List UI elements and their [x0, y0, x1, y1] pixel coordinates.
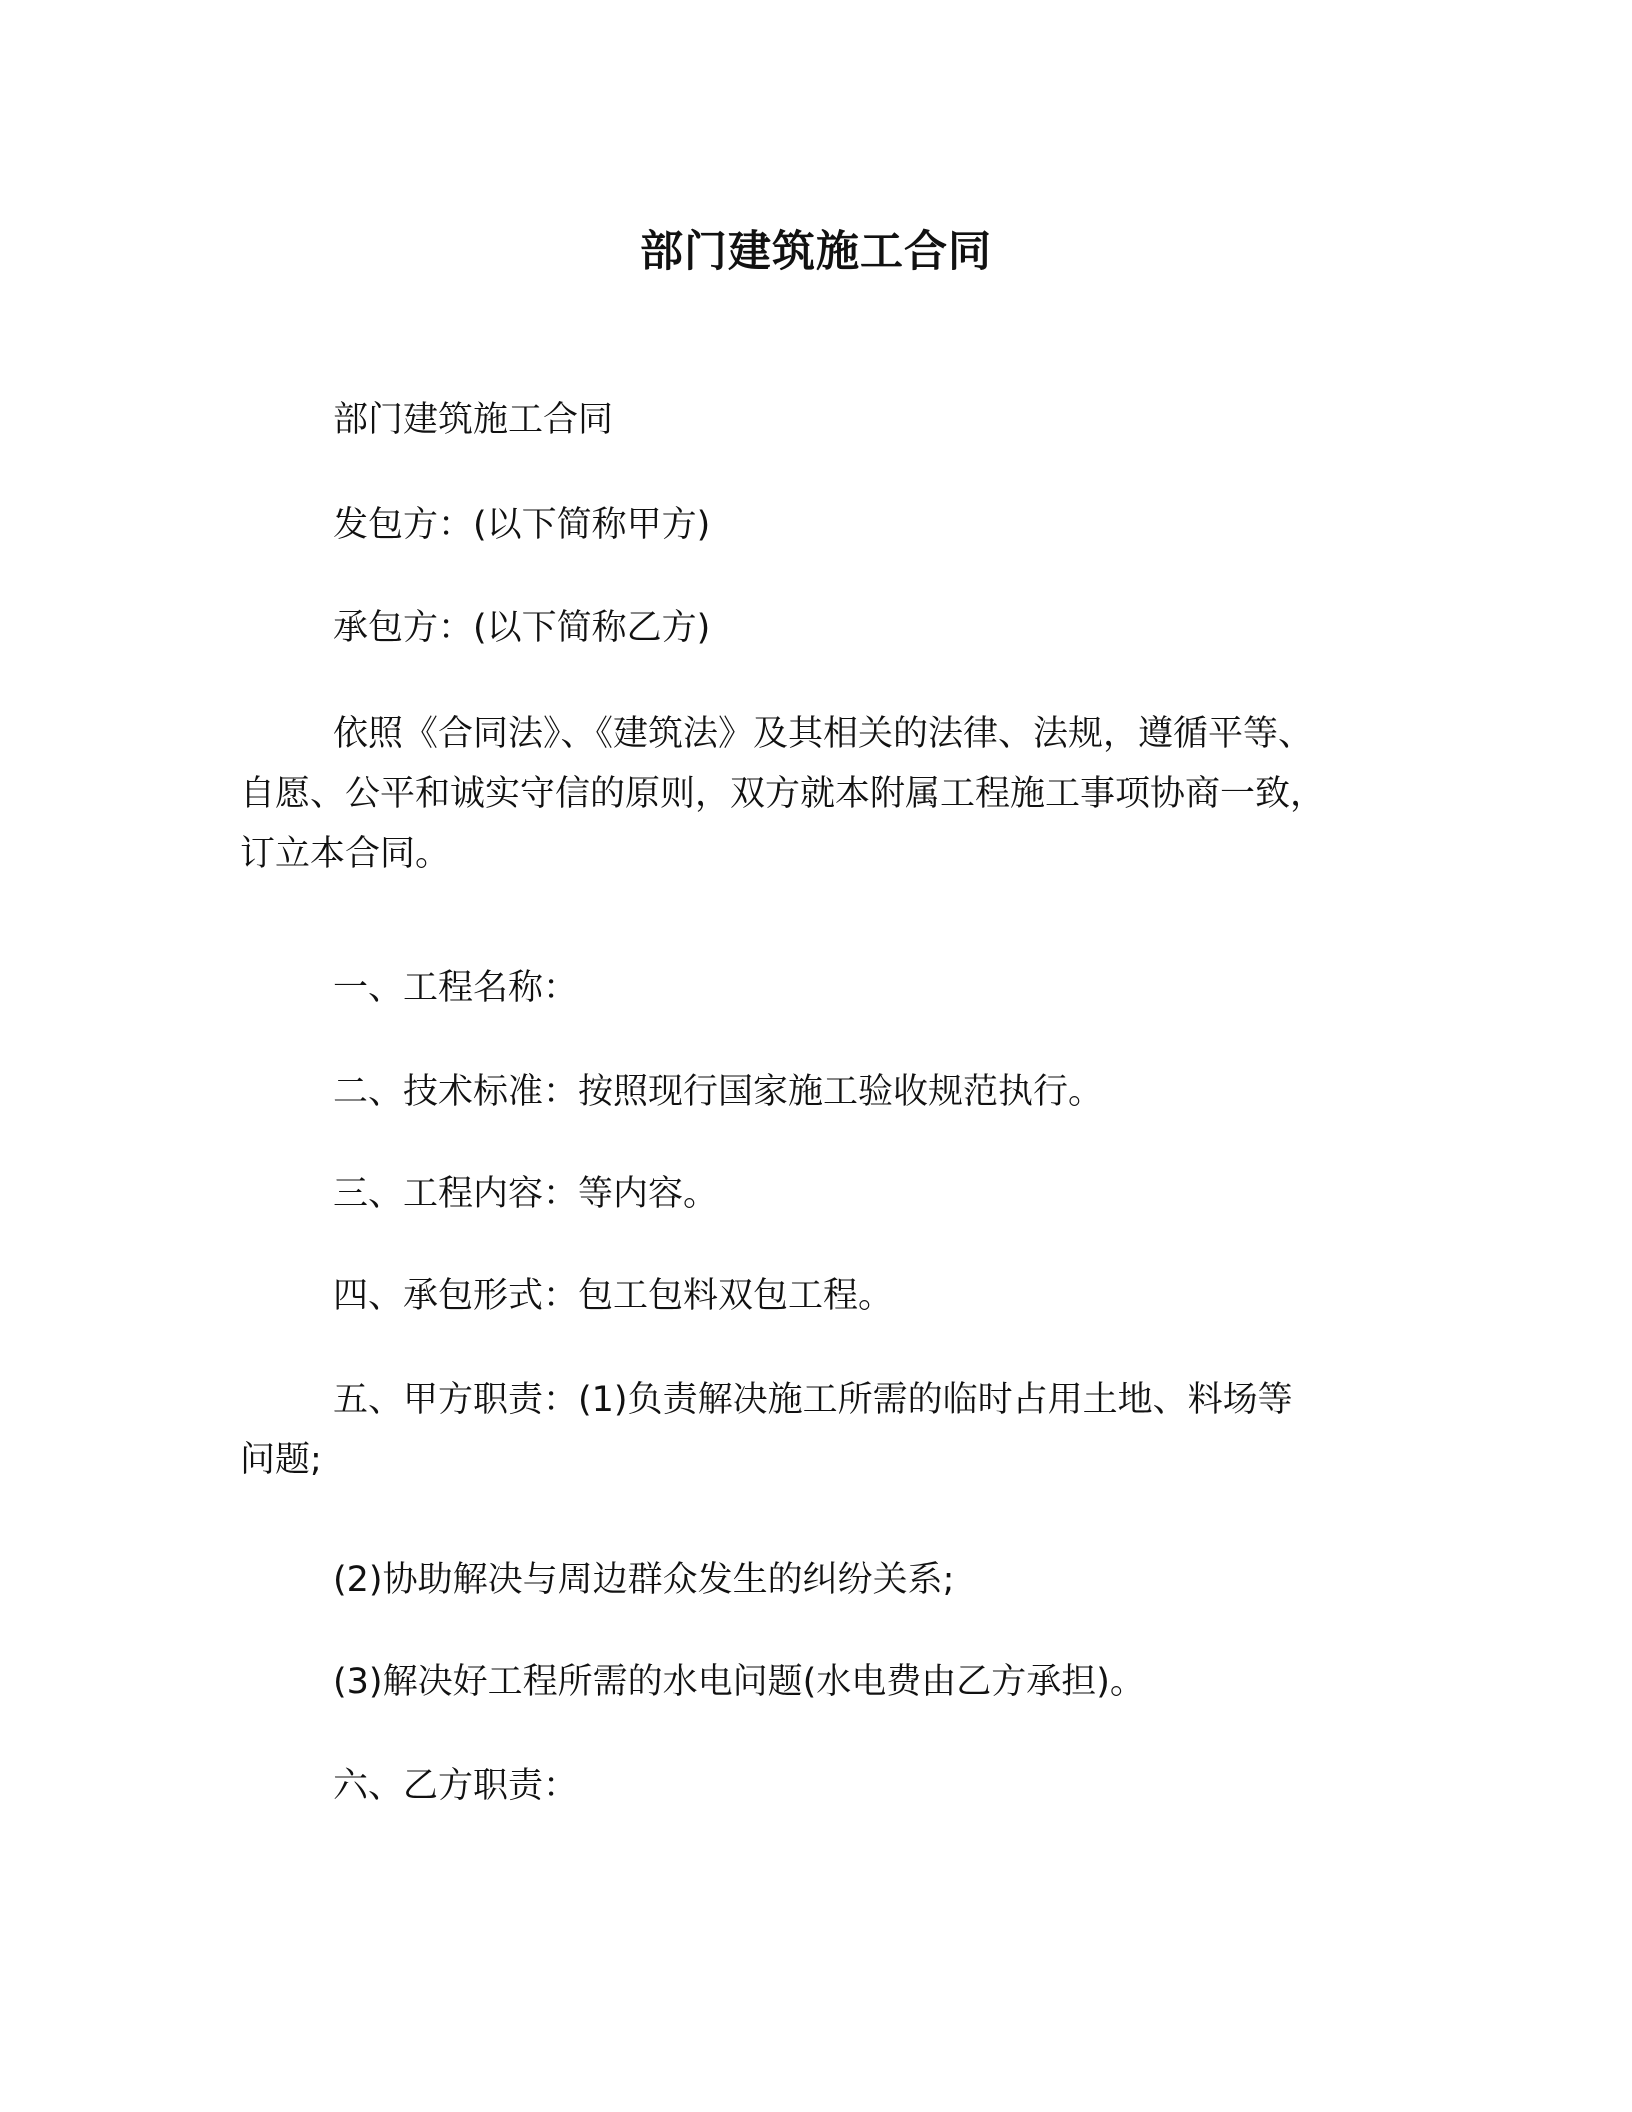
- preamble-paragraph: [240, 704, 1420, 884]
- clause-5-line-1: 五、甲方职责：(1)负责解决施工所需的临时占用土地、料场等: [333, 1380, 1293, 1420]
- preamble-line-1: 依照《合同法》、《建筑法》及其相关的法律、法规，遵循平等、: [333, 714, 1314, 754]
- preamble-line-2: 自愿、公平和诚实守信的原则，双方就本附属工程施工事项协商一致，: [240, 774, 1326, 814]
- document-title: 部门建筑施工合同: [640, 227, 992, 277]
- clause-6: 六、乙方职责：: [333, 1766, 579, 1806]
- clause-5-item-3: (3)解决好工程所需的水电问题(水电费由乙方承担)。: [333, 1662, 1145, 1702]
- preamble-line-3: 订立本合同。: [240, 834, 451, 874]
- party-b-line: 承包方：(以下简称乙方): [333, 608, 711, 648]
- clause-4: 四、承包形式：包工包料双包工程。: [333, 1276, 894, 1316]
- contract-subtitle: 部门建筑施工合同: [333, 400, 614, 440]
- clause-5-line-2: 问题;: [240, 1440, 322, 1480]
- party-a-line: 发包方：(以下简称甲方): [333, 505, 711, 545]
- clause-3: 三、工程内容：等内容。: [333, 1174, 719, 1214]
- clause-1: 一、工程名称：: [333, 968, 579, 1008]
- clause-5: [240, 1370, 1420, 1490]
- clause-2: 二、技术标准：按照现行国家施工验收规范执行。: [333, 1072, 1104, 1112]
- clause-5-item-2: (2)协助解决与周边群众发生的纠纷关系;: [333, 1560, 955, 1600]
